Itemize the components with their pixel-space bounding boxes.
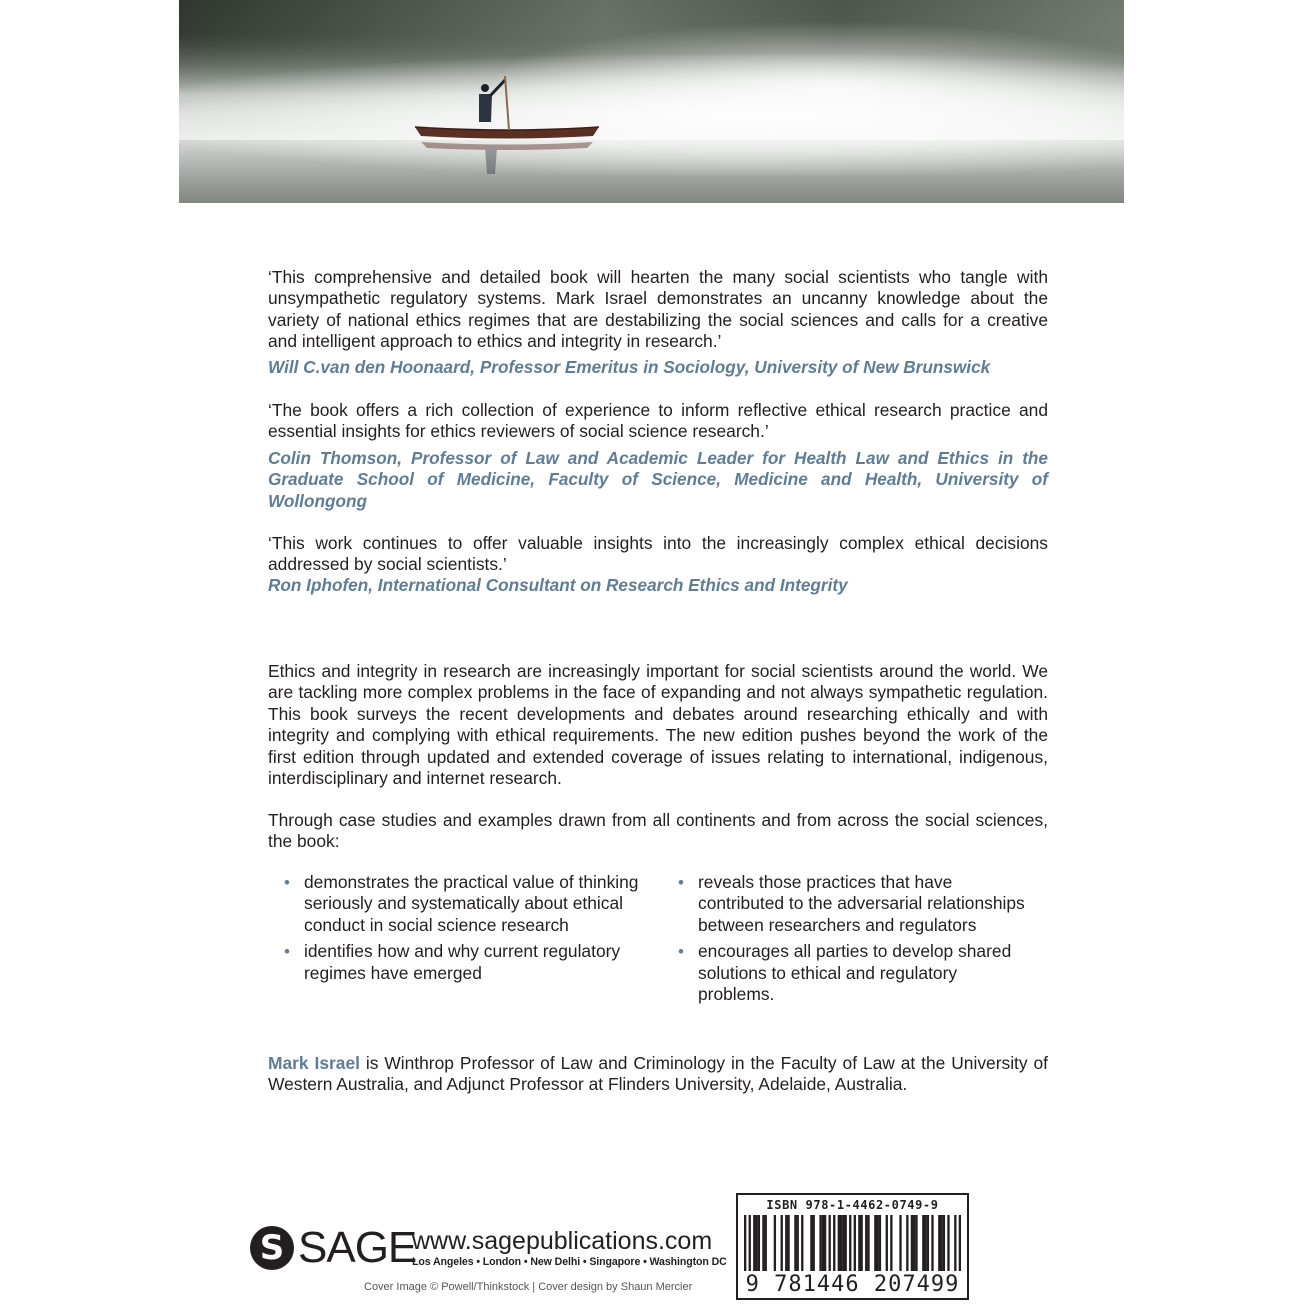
barcode-bar: [810, 1215, 812, 1271]
bullet-icon: •: [284, 942, 290, 962]
description-paragraph: Ethics and integrity in research are increasingly important for social scientists around the world. We are tackling more complex problems in the face of expanding and not always sympathetic regulation. This book surveys the recent developments and debates around researching ethically and with integrity and complying with ethical requirements. The new edition pushes beyond the work of the first edition through updated and extended coverage of issues relating to international, indigenous, interdisciplinary and internet research.: [268, 661, 1048, 789]
barcode-bar: [959, 1215, 961, 1271]
list-item: • reveals those practices that have contributed to the adversarial relationships between researchers and regulators: [678, 872, 1025, 935]
barcode-bar: [922, 1215, 924, 1271]
isbn-label: ISBN 978-1-4462-0749-9: [766, 1198, 939, 1212]
sage-mark-icon: S: [250, 1226, 294, 1270]
barcode-bar: [954, 1215, 956, 1271]
barcode-bar: [867, 1215, 869, 1271]
barcode-bar: [819, 1215, 821, 1271]
feature-list-left: [284, 872, 644, 989]
barcode-bar: [890, 1215, 892, 1271]
endorsement-quote: ‘This work continues to offer valuable insights into the increasingly complex ethical decisions addressed by social scientists.’: [268, 533, 1048, 575]
barcode-bar: [886, 1215, 888, 1271]
barcode-bar: [749, 1215, 751, 1271]
barcode-bar: [838, 1215, 840, 1271]
barcode-bar: [915, 1215, 917, 1271]
barcode-bars-icon: [744, 1215, 961, 1271]
barcode-bar: [854, 1215, 856, 1271]
barcode-bar: [940, 1215, 942, 1271]
list-item: • identifies how and why current regulatory regimes have emerged: [284, 941, 621, 983]
barcode-bar: [849, 1215, 851, 1271]
barcode-bar: [906, 1215, 908, 1271]
sage-logo: [250, 1223, 417, 1272]
barcode-digits: 9 781446 207499: [745, 1272, 960, 1297]
sage-wordmark: SAGE: [298, 1223, 417, 1272]
bullet-icon: •: [678, 873, 684, 892]
bullet-icon: •: [678, 942, 684, 962]
barcode-bar: [947, 1215, 949, 1271]
barcode-bar: [876, 1215, 878, 1271]
author-name: Mark Israel: [268, 1053, 360, 1073]
barcode-bar: [824, 1215, 826, 1271]
list-item: • encourages all parties to develop shared solutions to ethical and regulatory problems.: [678, 941, 1012, 1005]
barcode-bar: [813, 1215, 815, 1271]
endorsement-attribution: Colin Thomson, Professor of Law and Academic Leader for Health Law and Ethics in the Graduate School of Medicine, Faculty of Science, Medicine and Health, University of Wollongong: [268, 448, 1048, 511]
mist-layer-lower: [179, 55, 1124, 175]
description-intro: Through case studies and examples drawn from all continents and from across the social sciences, the book:: [268, 810, 1048, 852]
barcode-bar: [781, 1215, 783, 1271]
barcode-bar: [774, 1215, 776, 1271]
barcode-bar: [833, 1215, 835, 1271]
endorsement-quote: ‘This comprehensive and detailed book will hearten the many social scientists who tangle with unsympathetic regulatory systems. Mark Israel demonstrates an uncanny knowledge about the variety of national ethics regimes that are destabilizing the social sciences and calls for a creative and intelligent approach to ethics and integrity in research.’: [268, 267, 1048, 352]
barcode-bar: [758, 1215, 760, 1271]
barcode-bar: [787, 1215, 789, 1271]
publisher-website: www.sagepublications.com: [412, 1227, 713, 1255]
barcode-bar: [794, 1215, 796, 1271]
barcode-bar: [860, 1215, 862, 1271]
barcode-bar: [938, 1215, 940, 1271]
barcode-bar: [858, 1215, 860, 1271]
barcode-bar: [899, 1215, 901, 1271]
barcode-bar: [845, 1215, 847, 1271]
barcode-bar: [762, 1215, 764, 1271]
barcode-bar: [785, 1215, 787, 1271]
barcode-bar: [924, 1215, 926, 1271]
publisher-cities: Los Angeles • London • New Delhi • Singapore • Washington DC: [412, 1256, 727, 1268]
barcode-bar: [943, 1215, 945, 1271]
barcode-bar: [801, 1215, 803, 1271]
barcode-bar: [840, 1215, 842, 1271]
list-item: • demonstrates the practical value of thinking seriously and systematically about ethical conduct in social science research: [284, 872, 639, 935]
barcode-bar: [755, 1215, 757, 1271]
barcode-bar: [879, 1215, 881, 1271]
barcode-bar: [931, 1215, 933, 1271]
barcode-bar: [744, 1215, 746, 1271]
barcode-bar: [927, 1215, 929, 1271]
barcode-bar: [829, 1215, 831, 1271]
barcode-bar: [865, 1215, 867, 1271]
barcode-bar: [874, 1215, 876, 1271]
cover-credit: Cover Image © Powell/Thinkstock | Cover design by Shaun Mercier: [364, 1281, 693, 1293]
barcode-bar: [913, 1215, 915, 1271]
barcode-bar: [911, 1215, 913, 1271]
endorsement-quote: ‘The book offers a rich collection of experience to inform reflective ethical research practice and essential insights for ethics reviewers of social science research.’: [268, 400, 1048, 442]
endorsement-attribution: Ron Iphofen, International Consultant on Research Ethics and Integrity: [268, 575, 848, 595]
barcode-bar: [765, 1215, 767, 1271]
bullet-icon: •: [284, 873, 290, 892]
barcode-bar: [753, 1215, 755, 1271]
cover-photo: [179, 0, 1124, 203]
paddler-icon: [465, 70, 515, 132]
canoe-reflection-icon: [415, 140, 599, 176]
feature-list-right: [678, 872, 1038, 1010]
endorsement-attribution: Will C.van den Hoonaard, Professor Emeritus in Sociology, University of New Brunswick: [268, 357, 991, 377]
author-bio: [268, 1053, 1048, 1096]
author-bio-text: is Winthrop Professor of Law and Criminology in the Faculty of Law at the University of Western Australia, and Adjunct Professor at Flinders University, Adelaide, Australia.: [268, 1053, 1049, 1095]
isbn-barcode: [736, 1193, 969, 1300]
barcode-bar: [842, 1215, 844, 1271]
barcode-bar: [822, 1215, 824, 1271]
barcode-bar: [797, 1215, 799, 1271]
